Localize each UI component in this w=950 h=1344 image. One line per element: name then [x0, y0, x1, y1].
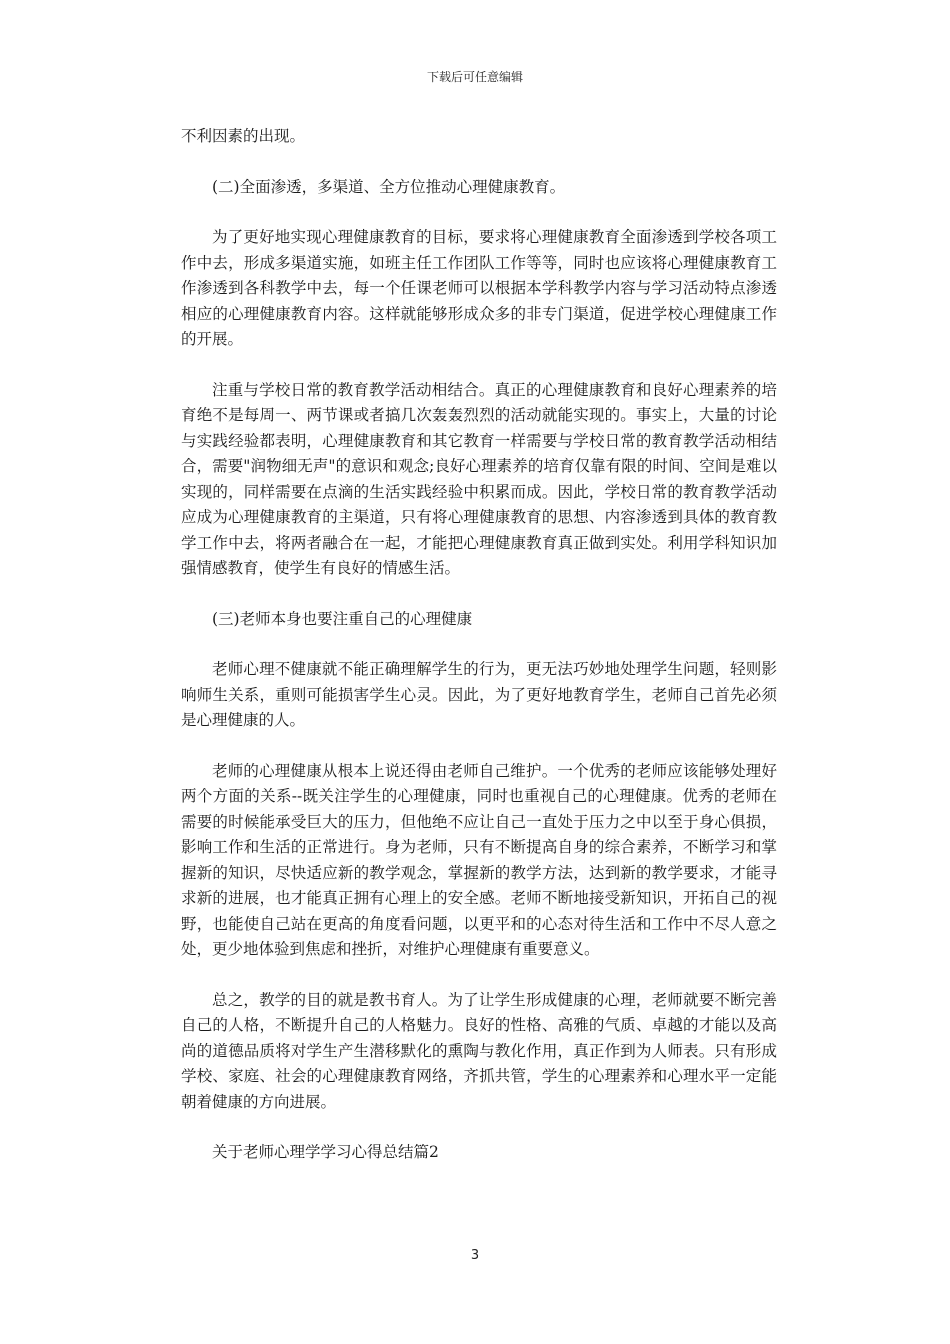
next-article-title: 关于老师心理学学习心得总结篇2	[212, 1143, 439, 1161]
paragraph-continuation: 不利因素的出现。	[181, 127, 306, 145]
paragraph: 总之，教学的目的就是教书育人。为了让学生形成健康的心理，老师就要不断完善自己的人格，不断提升自己的人格魅力。良好的性格、高雅的气质、卓越的才能以及高尚的道德品质将对学生产生潜移默化的熏陶与教化作用，真正作到为人师表。只有形成学校、家庭、社会的心理健康教育网络，齐抓共管，学生的心理素养和心理水平一定能朝着健康的方向进展。	[181, 990, 777, 1111]
section-heading-3: (三)老师本身也要注重自己的心理健康	[212, 609, 473, 628]
paragraph: 老师心理不健康就不能正确理解学生的行为，更无法巧妙地处理学生问题，轻则影响师生关系，重则可能损害学生心灵。因此，为了更好地教育学生，老师自己首先必须是心理健康的人。	[181, 660, 777, 729]
page-header: 下载后可任意编辑	[426, 70, 523, 84]
section-heading-2: (二)全面渗透，多渠道、全方位推动心理健康教育。	[212, 177, 566, 196]
page-number: 3	[470, 1248, 480, 1263]
paragraph: 注重与学校日常的教育教学活动相结合。真正的心理健康教育和良好心理素养的培育绝不是每周一、两节课或者搞几次轰轰烈烈的活动就能实现的。事实上，大量的讨论与实践经验都表明，心理健康教育和其它教育一样需要与学校日常的教育教学活动相结合，需要"润物细无声"的意识和观念;良好心理素养的培育仅靠有限的时间、空间是难以实现的，同样需要在点滴的生活实践经验中积累而成。因此，学校日常的教育教学活动应成为心理健康教育的主渠道，只有将心理健康教育的思想、内容渗透到具体的教育教学工作中去，将两者融合在一起，才能把心理健康教育真正做到实处。利用学科知识加强情感教育，使学生有良好的情感生活。	[181, 380, 777, 577]
paragraph: 老师的心理健康从根本上说还得由老师自己维护。一个优秀的老师应该能够处理好两个方面的关系--既关注学生的心理健康，同时也重视自己的心理健康。优秀的老师在需要的时候能承受巨大的压力，但他绝不应让自己一直处于压力之中以至于身心俱损，影响工作和生活的正常进行。身为老师，只有不断提高自身的综合素养，不断学习和掌握新的知识，尽快适应新的教学观念，掌握新的教学方法，达到新的教学要求，才能寻求新的进展，也才能真正拥有心理上的安全感。老师不断地接受新知识，开拓自己的视野，也能使自己站在更高的角度看问题，以更平和的心态对待生活和工作中不尽人意之处，更少地体验到焦虑和挫折，对维护心理健康有重要意义。	[181, 761, 777, 958]
document-body	[181, 124, 777, 1191]
paragraph: 为了更好地实现心理健康教育的目标，要求将心理健康教育全面渗透到学校各项工作中去，形成多渠道实施，如班主任工作团队工作等等，同时也应该将心理健康教育工作渗透到各科教学中去，每一个任课老师可以根据本学科教学内容与学习活动特点渗透相应的心理健康教育内容。这样就能够形成众多的非专门渠道，促进学校心理健康工作的开展。	[181, 228, 777, 348]
